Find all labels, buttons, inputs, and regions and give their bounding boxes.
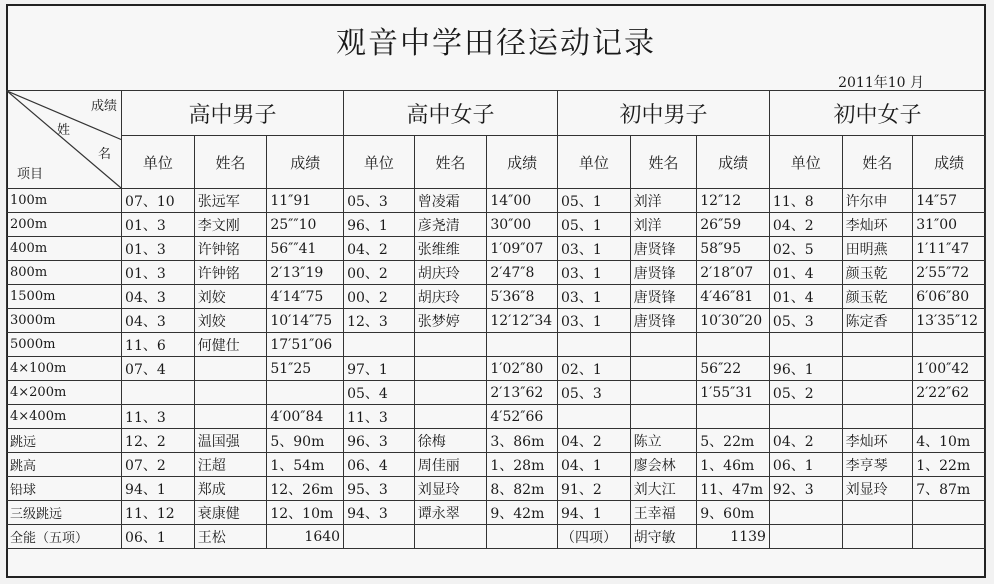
unit-cell: 01、3 (122, 261, 195, 285)
score-cell: 1′55″31 (697, 381, 770, 405)
score-cell: 1′00″42 (913, 357, 986, 381)
name-cell (194, 405, 267, 429)
name-cell: 何健仕 (194, 333, 267, 357)
score-cell: 9、60m (697, 501, 770, 525)
unit-cell: 91、2 (558, 477, 631, 501)
score-cell: 4′46″81 (697, 285, 770, 309)
unit-cell: 06、4 (344, 453, 415, 477)
table-row (7, 501, 986, 525)
record-sheet (6, 4, 986, 578)
unit-cell: 02、1 (558, 357, 631, 381)
name-cell: 徐梅 (414, 429, 487, 453)
score-cell: 12″12 (697, 189, 770, 213)
unit-cell: 96、1 (769, 357, 842, 381)
page-title: 观音中学田径运动记录 (336, 26, 656, 61)
unit-cell: 11、3 (344, 405, 415, 429)
unit-cell: 96、3 (344, 429, 415, 453)
unit-cell: 07、4 (122, 357, 195, 381)
unit-cell: 11、8 (769, 189, 842, 213)
event-cell: 5000m (7, 333, 122, 357)
name-cell: 王幸福 (630, 501, 697, 525)
subheader-score: 成绩 (913, 136, 986, 189)
score-cell: 1、22m (913, 453, 986, 477)
name-cell: 胡庆玲 (414, 285, 487, 309)
name-cell: 刘姣 (194, 285, 267, 309)
table-row (7, 381, 986, 405)
name-cell: 刘洋 (630, 213, 697, 237)
event-cell: 800m (7, 261, 122, 285)
unit-cell (344, 333, 415, 357)
name-cell: 张维维 (414, 237, 487, 261)
name-cell: 汪超 (194, 453, 267, 477)
event-cell: 1500m (7, 285, 122, 309)
name-cell (194, 381, 267, 405)
unit-cell: 01、3 (122, 213, 195, 237)
name-cell (630, 405, 697, 429)
group-header-junior-girls: 初中女子 (769, 91, 985, 136)
table-row (7, 333, 986, 357)
table-row (7, 477, 986, 501)
score-cell: 1′11″47 (913, 237, 986, 261)
score-cell: 12、26m (267, 477, 344, 501)
unit-cell: 11、6 (122, 333, 195, 357)
subheader-name: 姓名 (630, 136, 697, 189)
score-cell (697, 333, 770, 357)
unit-cell: 04、2 (769, 213, 842, 237)
score-cell: 6′06″80 (913, 285, 986, 309)
name-cell: 唐贤锋 (630, 237, 697, 261)
name-cell (414, 357, 487, 381)
unit-cell (769, 525, 842, 549)
score-cell: 17′51″06 (267, 333, 344, 357)
unit-cell: 03、1 (558, 237, 631, 261)
score-cell: 5′36″8 (487, 285, 558, 309)
name-cell: 李灿环 (842, 213, 913, 237)
unit-cell (344, 525, 415, 549)
score-cell: 2′47″8 (487, 261, 558, 285)
table-row (7, 285, 986, 309)
name-cell: 王松 (194, 525, 267, 549)
score-cell: 26″59 (697, 213, 770, 237)
corner-event-label: 项目 (17, 167, 44, 182)
subheader-unit: 单位 (122, 136, 195, 189)
name-cell: 唐贤锋 (630, 285, 697, 309)
event-cell: 全能（五项） (7, 525, 122, 549)
unit-cell: 03、1 (558, 261, 631, 285)
table-row (7, 453, 986, 477)
name-cell: 廖会林 (630, 453, 697, 477)
table-row (7, 189, 986, 213)
score-cell: 1、46m (697, 453, 770, 477)
score-cell (913, 525, 986, 549)
score-cell: 2′18″07 (697, 261, 770, 285)
name-cell: 陈定香 (842, 309, 913, 333)
name-cell (842, 525, 913, 549)
name-cell: 张梦婷 (414, 309, 487, 333)
name-cell (414, 333, 487, 357)
unit-cell: 04、3 (122, 285, 195, 309)
subheader-score: 成绩 (697, 136, 770, 189)
score-cell: 9、42m (487, 501, 558, 525)
score-cell: 2′13″62 (487, 381, 558, 405)
score-cell: 4′14″75 (267, 285, 344, 309)
event-cell: 3000m (7, 309, 122, 333)
unit-cell: 01、4 (769, 261, 842, 285)
unit-cell (769, 333, 842, 357)
unit-cell: 94、1 (122, 477, 195, 501)
name-cell: 温国强 (194, 429, 267, 453)
unit-cell: 05、4 (344, 381, 415, 405)
name-cell: 胡守敏 (630, 525, 697, 549)
unit-cell: 05、3 (344, 189, 415, 213)
unit-cell: 03、1 (558, 285, 631, 309)
name-cell: 周佳丽 (414, 453, 487, 477)
score-cell: 5、90m (267, 429, 344, 453)
score-cell (913, 405, 986, 429)
score-cell: 1640 (267, 525, 344, 549)
name-cell (842, 381, 913, 405)
unit-cell: 94、3 (344, 501, 415, 525)
score-cell: 4′00″84 (267, 405, 344, 429)
unit-cell: 04、2 (558, 429, 631, 453)
score-cell (487, 525, 558, 549)
name-cell (842, 405, 913, 429)
name-cell: 田明燕 (842, 237, 913, 261)
score-cell: 14″00 (487, 189, 558, 213)
name-cell (414, 405, 487, 429)
unit-cell: 04、2 (344, 237, 415, 261)
name-cell: 唐贤锋 (630, 261, 697, 285)
score-cell: 5、22m (697, 429, 770, 453)
subheader-name: 姓名 (842, 136, 913, 189)
event-cell: 100m (7, 189, 122, 213)
unit-cell: 04、3 (122, 309, 195, 333)
name-cell: 刘洋 (630, 189, 697, 213)
table-row (7, 309, 986, 333)
score-cell: 30″00 (487, 213, 558, 237)
name-cell: 郑成 (194, 477, 267, 501)
score-cell: 58″95 (697, 237, 770, 261)
name-cell (842, 333, 913, 357)
unit-cell: （四项） (558, 525, 631, 549)
unit-cell (769, 501, 842, 525)
score-cell: 4、10m (913, 429, 986, 453)
unit-cell: 97、1 (344, 357, 415, 381)
score-cell: 1′09″07 (487, 237, 558, 261)
score-cell: 56″″41 (267, 237, 344, 261)
name-cell: 陈立 (630, 429, 697, 453)
subheader-unit: 单位 (769, 136, 842, 189)
record-date: 2011年10 月 (838, 75, 924, 91)
score-cell (487, 333, 558, 357)
name-cell: 曾凌霜 (414, 189, 487, 213)
name-cell: 衰康健 (194, 501, 267, 525)
corner-header (7, 91, 122, 189)
group-header-junior-boys: 初中男子 (558, 91, 770, 136)
table-row (7, 429, 986, 453)
name-cell: 刘显玲 (842, 477, 913, 501)
event-cell: 跳高 (7, 453, 122, 477)
score-cell: 51″25 (267, 357, 344, 381)
name-cell: 颜玉乾 (842, 285, 913, 309)
score-cell: 7、87m (913, 477, 986, 501)
score-cell: 25″″10 (267, 213, 344, 237)
unit-cell: 01、3 (122, 237, 195, 261)
score-cell: 12、10m (267, 501, 344, 525)
subheader-unit: 单位 (344, 136, 415, 189)
score-cell: 1′02″80 (487, 357, 558, 381)
unit-cell: 00、2 (344, 261, 415, 285)
unit-cell: 11、3 (122, 405, 195, 429)
subheader-score: 成绩 (267, 136, 344, 189)
score-cell (267, 381, 344, 405)
unit-cell (558, 405, 631, 429)
name-cell: 刘显玲 (414, 477, 487, 501)
group-header-senior-boys: 高中男子 (122, 91, 344, 136)
corner-name-label-2: 名 (98, 147, 112, 162)
table-row (7, 405, 986, 429)
unit-cell: 96、1 (344, 213, 415, 237)
event-cell: 三级跳远 (7, 501, 122, 525)
score-cell: 4′52″66 (487, 405, 558, 429)
event-cell: 400m (7, 237, 122, 261)
score-cell: 10′14″75 (267, 309, 344, 333)
unit-cell: 01、4 (769, 285, 842, 309)
name-cell (630, 381, 697, 405)
unit-cell: 11、12 (122, 501, 195, 525)
event-cell: 跳远 (7, 429, 122, 453)
unit-cell (769, 405, 842, 429)
name-cell: 唐贤锋 (630, 309, 697, 333)
corner-name-label-1: 姓 (57, 123, 71, 138)
unit-cell: 05、3 (769, 309, 842, 333)
score-cell (913, 333, 986, 357)
unit-cell: 92、3 (769, 477, 842, 501)
score-cell (697, 405, 770, 429)
unit-cell: 04、2 (769, 429, 842, 453)
subheader-row (7, 136, 986, 189)
name-cell: 颜玉乾 (842, 261, 913, 285)
score-cell: 31″00 (913, 213, 986, 237)
score-cell: 3、86m (487, 429, 558, 453)
score-cell (913, 501, 986, 525)
unit-cell: 06、1 (769, 453, 842, 477)
unit-cell (558, 333, 631, 357)
unit-cell: 02、5 (769, 237, 842, 261)
name-cell: 许钟铭 (194, 237, 267, 261)
name-cell: 刘姣 (194, 309, 267, 333)
score-cell: 56″22 (697, 357, 770, 381)
score-cell: 1、54m (267, 453, 344, 477)
score-cell: 11、47m (697, 477, 770, 501)
name-cell: 李文刚 (194, 213, 267, 237)
unit-cell: 04、1 (558, 453, 631, 477)
event-cell: 4×100m (7, 357, 122, 381)
name-cell (842, 357, 913, 381)
unit-cell: 05、1 (558, 213, 631, 237)
subheader-name: 姓名 (414, 136, 487, 189)
score-cell: 2′22″62 (913, 381, 986, 405)
unit-cell: 95、3 (344, 477, 415, 501)
name-cell: 李灿环 (842, 429, 913, 453)
table-row (7, 357, 986, 381)
name-cell (630, 357, 697, 381)
name-cell (630, 333, 697, 357)
score-cell: 11″91 (267, 189, 344, 213)
unit-cell: 07、10 (122, 189, 195, 213)
event-cell: 4×400m (7, 405, 122, 429)
unit-cell: 12、2 (122, 429, 195, 453)
event-cell: 4×200m (7, 381, 122, 405)
score-cell: 8、82m (487, 477, 558, 501)
name-cell: 张远军 (194, 189, 267, 213)
name-cell: 胡庆玲 (414, 261, 487, 285)
name-cell (414, 381, 487, 405)
unit-cell: 05、3 (558, 381, 631, 405)
score-cell: 2′13″19 (267, 261, 344, 285)
records-body (7, 189, 986, 549)
subheader-score: 成绩 (487, 136, 558, 189)
name-cell (414, 525, 487, 549)
table-row (7, 237, 986, 261)
unit-cell: 05、2 (769, 381, 842, 405)
score-cell: 2′55″72 (913, 261, 986, 285)
name-cell (194, 357, 267, 381)
table-row (7, 261, 986, 285)
unit-cell: 00、2 (344, 285, 415, 309)
group-header-senior-girls: 高中女子 (344, 91, 558, 136)
unit-cell: 12、3 (344, 309, 415, 333)
corner-score-label: 成绩 (91, 99, 118, 114)
name-cell: 李亨琴 (842, 453, 913, 477)
records-table (6, 90, 986, 549)
unit-cell (122, 381, 195, 405)
score-cell: 13′35″12 (913, 309, 986, 333)
event-cell: 铅球 (7, 477, 122, 501)
table-row (7, 525, 986, 549)
name-cell: 谭永翠 (414, 501, 487, 525)
name-cell (842, 501, 913, 525)
subheader-name: 姓名 (194, 136, 267, 189)
name-cell: 许钟铭 (194, 261, 267, 285)
table-row (7, 213, 986, 237)
name-cell: 彦尧清 (414, 213, 487, 237)
unit-cell: 05、1 (558, 189, 631, 213)
score-cell: 1139 (697, 525, 770, 549)
unit-cell: 03、1 (558, 309, 631, 333)
name-cell: 许尔申 (842, 189, 913, 213)
unit-cell: 94、1 (558, 501, 631, 525)
unit-cell: 07、2 (122, 453, 195, 477)
score-cell: 10′30″20 (697, 309, 770, 333)
subheader-unit: 单位 (558, 136, 631, 189)
score-cell: 14″57 (913, 189, 986, 213)
event-cell: 200m (7, 213, 122, 237)
unit-cell: 06、1 (122, 525, 195, 549)
score-cell: 12′12″34 (487, 309, 558, 333)
name-cell: 刘大江 (630, 477, 697, 501)
score-cell: 1、28m (487, 453, 558, 477)
